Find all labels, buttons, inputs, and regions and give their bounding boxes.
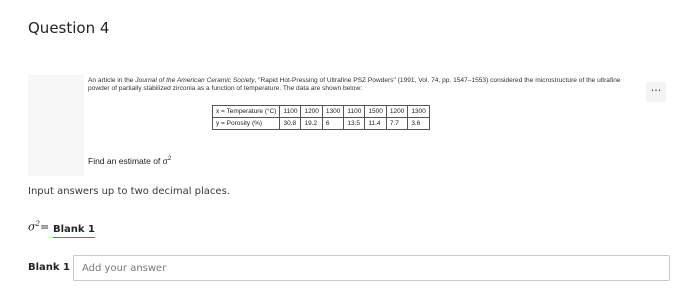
- blank-reference[interactable]: Blank 1: [53, 224, 95, 238]
- table-header-x: x = Temperature (°C): [213, 106, 280, 118]
- sigma-superscript: 2: [35, 220, 40, 228]
- question-panel: [28, 75, 644, 176]
- table-cell: 6: [322, 118, 343, 130]
- more-options-icon[interactable]: ...: [646, 82, 666, 102]
- equals-sign: =: [39, 220, 50, 234]
- table-cell: 1100: [280, 106, 301, 118]
- table-cell: 30.8: [280, 118, 301, 130]
- table-row: [213, 118, 430, 130]
- table-cell: 13.5: [344, 118, 365, 130]
- table-cell: 1300: [322, 106, 343, 118]
- sigma-symbol: σ: [28, 220, 36, 234]
- find-prompt: [88, 156, 171, 166]
- stem-text-after: , "Rapid Hot-Pressing of Ultrafine PSZ Powders" (1991, Vol. 74, pp. 1547–1553) considered the microstructure of the ultrafine powder of partially stabilized zirconia as a function of temperature. The data are shown below:: [88, 77, 621, 92]
- table-cell: 19.2: [301, 118, 322, 130]
- question-stem: [88, 77, 640, 93]
- table-cell: 3.6: [408, 118, 429, 130]
- equation: [28, 220, 49, 234]
- data-table: [212, 105, 430, 130]
- find-text: Find an estimate of σ: [88, 156, 168, 166]
- instructions: Input answers up to two decimal places.: [28, 186, 230, 197]
- table-cell: 11.4: [365, 118, 386, 130]
- answer-input[interactable]: [73, 255, 670, 281]
- find-superscript: 2: [167, 156, 172, 163]
- table-header-y: y = Porosity (%): [213, 118, 280, 130]
- question-content: [84, 75, 644, 176]
- table-cell: 1500: [365, 106, 386, 118]
- table-row: [213, 106, 430, 118]
- table-cell: 1200: [386, 106, 407, 118]
- stem-text-before: An article in the: [88, 77, 136, 84]
- table-cell: 1300: [408, 106, 429, 118]
- question-title: Question 4: [28, 19, 110, 37]
- table-cell: 1100: [344, 106, 365, 118]
- table-cell: 1200: [301, 106, 322, 118]
- answer-label: Blank 1: [28, 262, 71, 273]
- table-cell: 7.7: [386, 118, 407, 130]
- journal-name: Journal of the American Ceramic Society: [135, 77, 255, 84]
